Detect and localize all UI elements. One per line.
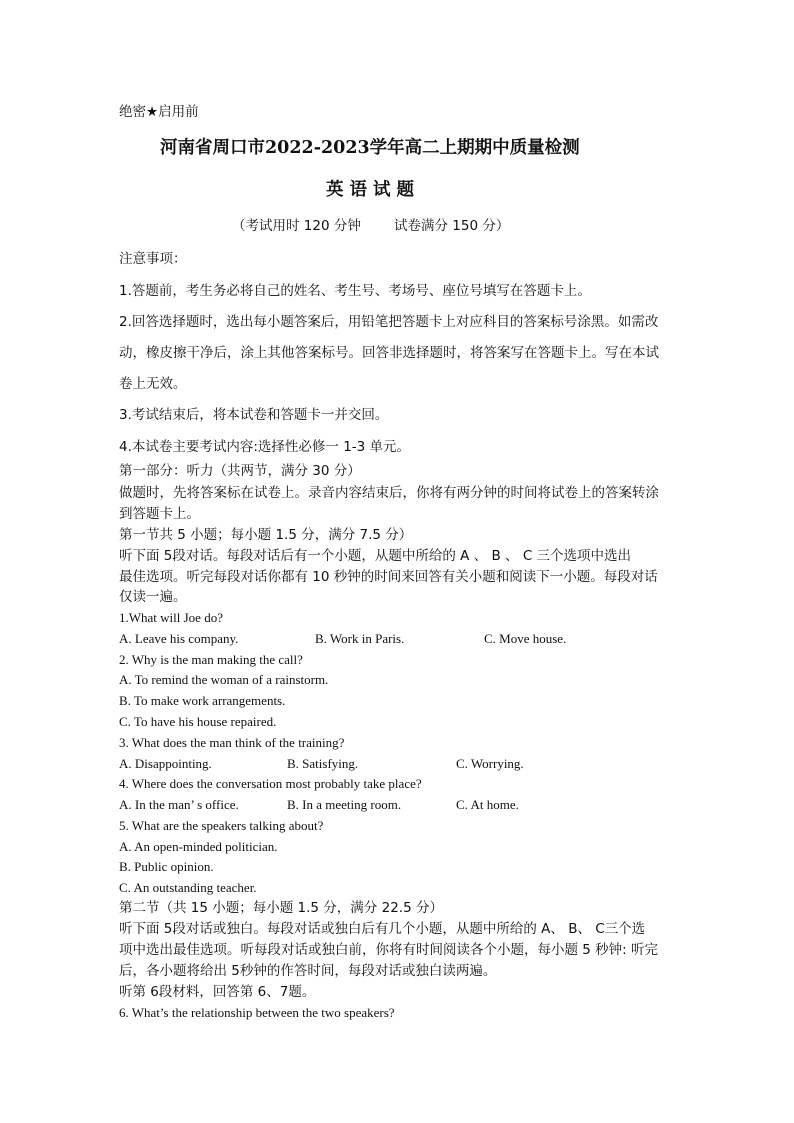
question-5-stem: 5. What are the speakers talking about? [119,818,324,833]
subject-title: 英语试题 [326,180,420,200]
time-info: （考试用时 120 分钟 [232,218,361,234]
question-3-option-a: A. Disappointing. [119,756,212,771]
score-info: 试卷满分 150 分） [394,218,510,234]
notice-item-2-line3: 卷上无效。 [119,376,187,392]
question-1-option-b: B. Work in Paris. [315,631,405,646]
section2-material: 听第 6段材料，回答第 6、7题。 [119,984,316,1000]
question-2-option-a: A. To remind the woman of a rainstorm. [119,672,329,687]
section2-heading: 第二节（共 15 小题；每小题 1.5 分，满分 22.5 分） [119,900,443,916]
part1-heading: 第一部分：听力（共两节，满分 30 分） [119,463,361,479]
notice-item-3: 3.考试结束后，将本试卷和答题卡一并交回。 [119,407,389,423]
notice-item-1: 1.答题前，考生务必将自己的姓名、考生号、考场号、座位号填写在答题卡上。 [119,283,591,299]
question-4-stem: 4. Where does the conversation most probably take place? [119,776,422,791]
question-1-option-a: A. Leave his company. [119,631,239,646]
question-6-stem: 6. What’s the relationship between the two speakers? [119,1005,395,1020]
question-5-option-b: B. Public opinion. [119,859,214,874]
question-1-option-c: C. Move house. [484,631,567,646]
part1-intro-line2: 到答题卡上。 [119,506,200,522]
question-5-option-a: A. An open-minded politician. [119,839,278,854]
question-5-option-c: C. An outstanding teacher. [119,880,257,895]
question-3-stem: 3. What does the man think of the training? [119,735,345,750]
question-2-option-c: C. To have his house repaired. [119,714,277,729]
question-1-stem: 1.What will Joe do? [119,610,223,625]
section1-line3: 仅读一遍。 [119,589,187,605]
section2-line2: 项中选出最佳选项。听每段对话或独白前，你将有时间阅读各个小题，每小题 5 秒钟: 听完 [119,942,659,958]
question-2-option-b: B. To make work arrangements. [119,693,286,708]
section1-line1: 听下面 5段对话。每段对话后有一个小题，从题中所给的 A 、 B 、 C 三个选项中选出 [119,548,632,564]
notice-item-4: 4.本试卷主要考试内容:选择性必修一 1-3 单元。 [119,439,411,455]
question-2-stem: 2. Why is the man making the call? [119,652,303,667]
question-3-option-c: C. Worrying. [456,756,524,771]
section1-heading: 第一节共 5 小题；每小题 1.5 分，满分 7.5 分） [119,527,413,543]
question-4-option-b: B. In a meeting room. [287,797,402,812]
question-3-option-b: B. Satisfying. [287,756,359,771]
section2-line3: 后，各小题将给出 5秒钟的作答时间，每段对话或独白读两遍。 [119,963,497,979]
exam-title: 河南省周口市2022-2023学年高二上期期中质量检测 [160,138,580,158]
section1-line2: 最佳选项。听完每段对话你都有 10 秒钟的时间来回答有关小题和阅读下一小题。每段对话 [119,569,658,585]
secret-label: 绝密★启用前 [119,104,199,120]
question-4-option-c: C. At home. [456,797,519,812]
question-4-option-a: A. In the man’ s office. [119,797,239,812]
notice-item-2-line1: 2.回答选择题时，选出每小题答案后，用铅笔把答题卡上对应科目的答案标号涂黑。如需改 [119,314,659,330]
section2-line1: 听下面 5段对话或独白。每段对话或独白后有几个小题，从题中所给的 A、 B、 C三个选 [119,921,646,937]
notice-item-2-line2: 动，橡皮擦干净后，涂上其他答案标号。回答非选择题时，将答案写在答题卡上。写在本试 [119,345,659,361]
notice-heading: 注意事项： [119,251,187,267]
part1-intro-line1: 做题时，先将答案标在试卷上。录音内容结束后，你将有两分钟的时间将试卷上的答案转涂 [119,485,659,501]
